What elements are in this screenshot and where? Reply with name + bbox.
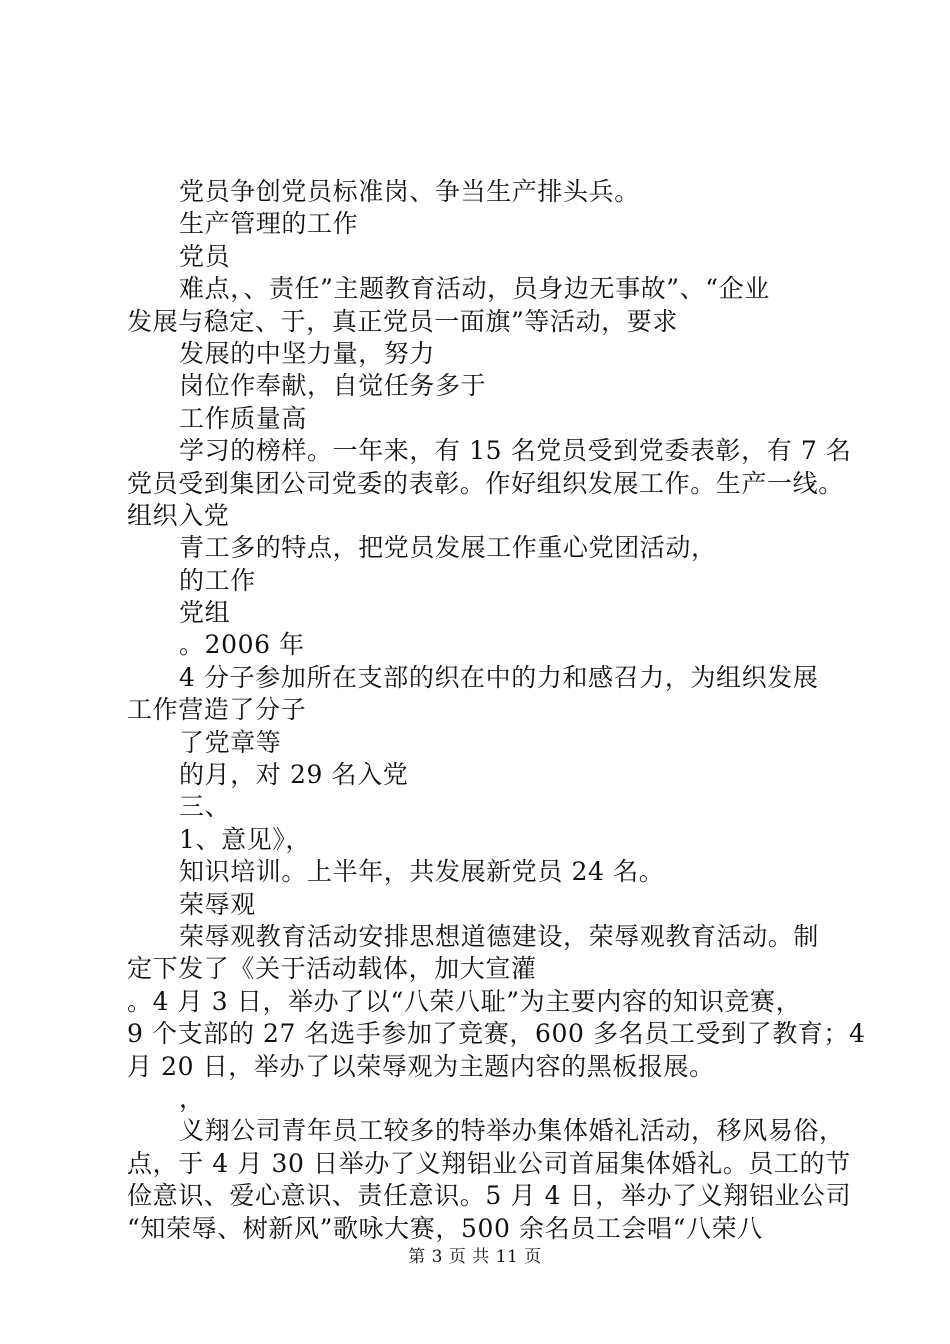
paragraph-line: “知荣辱、树新风”歌咏大赛，500 余名员工会唱“八荣八 <box>127 1213 763 1243</box>
paragraph-line: 党员 <box>179 241 231 271</box>
paragraph-line: 荣辱观教育活动安排思想道德建设，荣辱观教育活动。制 <box>179 921 820 951</box>
paragraph-line: 。4 月 3 日，举办了以“八荣八耻”为主要内容的知识竞赛， <box>127 986 802 1016</box>
paragraph-line: 党员争创党员标准岗、争当生产排头兵。 <box>179 177 640 206</box>
paragraph-line: 党员受到集团公司党委的表彰。作好组织发展工作。生产一线。 <box>127 468 844 498</box>
paragraph-line: 的工作 <box>179 565 256 595</box>
paragraph-line: 9 个支部的 27 名选手参加了竞赛，600 多名员工受到了教育；4 <box>127 1019 866 1049</box>
paragraph-line: 工作营造了分子 <box>127 695 307 725</box>
paragraph-line: 青工多的特点，把党员发展工作重心党团活动， <box>179 533 717 563</box>
paragraph-line: 荣辱观 <box>179 889 256 919</box>
paragraph-line: 学习的榜样。一年来，有 15 名党员受到党委表彰，有 7 名 <box>179 436 852 466</box>
paragraph-line: 党组 <box>179 598 231 628</box>
paragraph-line: 难点，、责任”主题教育活动，员身边无事故”、“企业 <box>179 274 770 304</box>
paragraph-line: 4 分子参加所在支部的织在中的力和感召力，为组织发展 <box>179 662 819 692</box>
paragraph-line: 知识培训。上半年，共发展新党员 24 名。 <box>179 857 665 887</box>
paragraph-line: 三、 <box>179 792 231 822</box>
paragraph-line: 了党章等 <box>179 727 282 757</box>
paragraph-line: 定下发了《关于活动载体，加大宣灌 <box>127 954 537 984</box>
paragraph-line: 发展的中坚力量，努力 <box>179 338 436 368</box>
paragraph-line: 组织入党 <box>127 500 230 530</box>
document-body <box>127 176 866 1245</box>
paragraph-line: ， <box>179 1083 205 1113</box>
paragraph-line: 生产管理的工作 <box>179 209 359 239</box>
paragraph-line: 。2006 年 <box>179 630 305 660</box>
paragraph-line: 1、意见》， <box>179 824 312 854</box>
paragraph-line: 发展与稳定、于，真正党员一面旗”等活动，要求 <box>127 306 678 336</box>
page-footer: 第 3 页 共 11 页 <box>408 1247 542 1267</box>
paragraph-line: 义翔公司青年员工较多的特举办集体婚礼活动，移风易俗， <box>179 1116 845 1146</box>
paragraph-line: 月 20 日，举办了以荣辱观为主题内容的黑板报展。 <box>127 1051 715 1081</box>
paragraph-line: 点，于 4 月 30 日举办了义翔铝业公司首届集体婚礼。员工的节 <box>127 1148 851 1178</box>
paragraph-line: 工作质量高 <box>179 403 308 433</box>
paragraph-line: 俭意识、爱心意识、责任意识。5 月 4 日，举办了义翔铝业公司 <box>127 1181 852 1211</box>
paragraph-line: 的月，对 29 名入党 <box>179 760 409 790</box>
paragraph-line: 岗位作奉献，自觉任务多于 <box>179 371 487 401</box>
